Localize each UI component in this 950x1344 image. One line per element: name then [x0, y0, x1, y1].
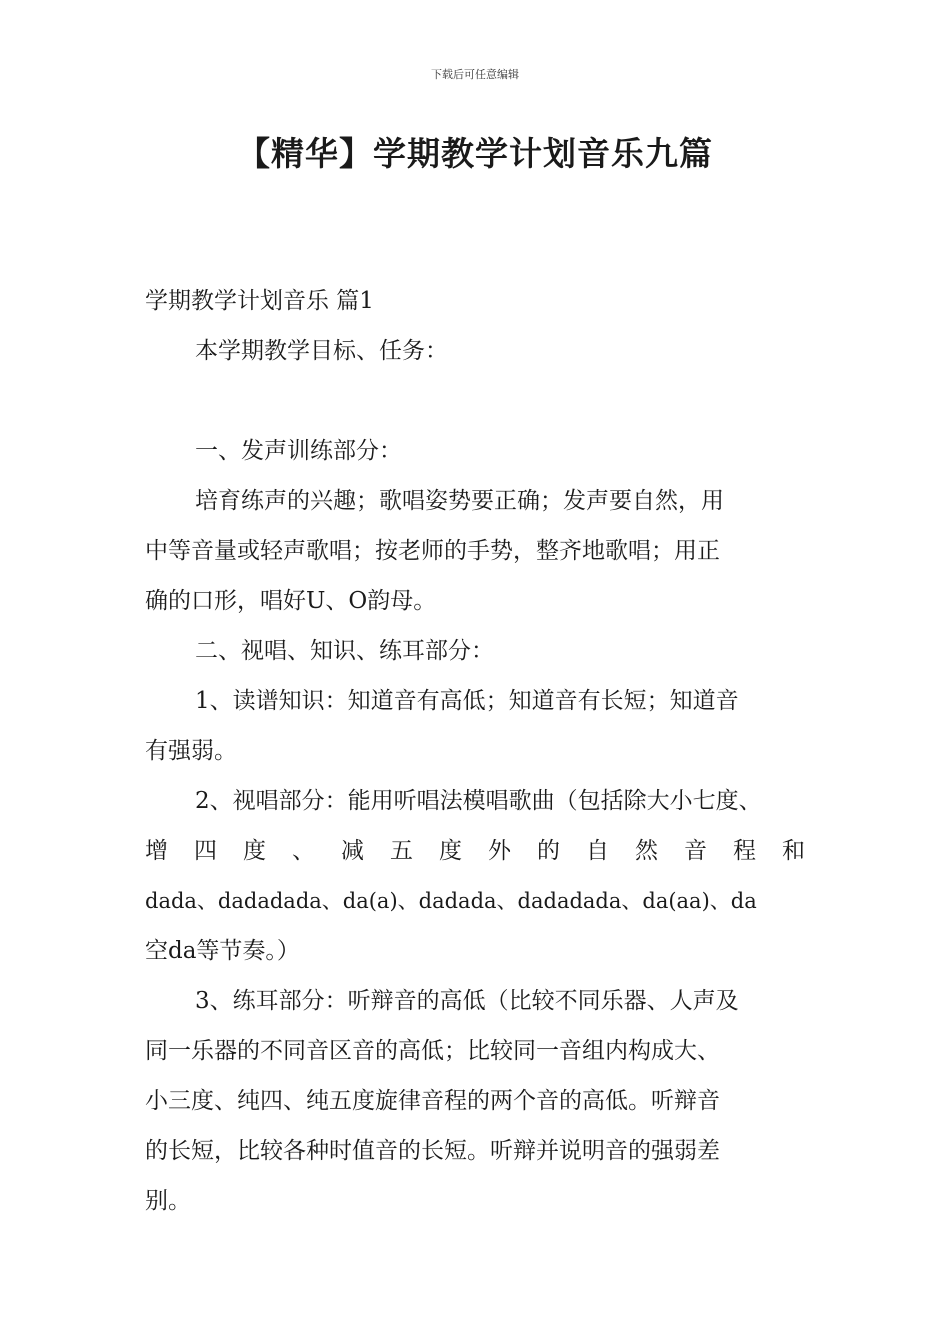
paragraph-goals: 本学期教学目标、任务： [195, 338, 448, 364]
document-body [145, 276, 805, 1226]
item3-line: 同一乐器的不同音区音的高低；比较同一音组内构成大、 [145, 1038, 720, 1064]
item1-line: 有强弱。 [145, 738, 237, 764]
document-title: 【精华】学期教学计划音乐九篇 [237, 134, 713, 173]
item2-line: dada、dadadada、da(a)、dadada、dadadada、da(aa)、da [145, 889, 757, 913]
item2-line: 2、视唱部分：能用听唱法模唱歌曲（包括除大小七度、 [195, 788, 762, 814]
item1-line: 1、读谱知识：知道音有高低；知道音有长短；知道音 [195, 688, 739, 714]
part1-body-line: 确的口形，唱好U、O韵母。 [145, 588, 437, 614]
item3-line: 3、练耳部分：听辩音的高低（比较不同乐器、人声及 [195, 988, 739, 1014]
item2-line-justified: 增四度、减五度外的自然音程和 [145, 838, 805, 864]
section-heading: 学期教学计划音乐 篇1 [145, 288, 374, 314]
part1-body-line: 培育练声的兴趣；歌唱姿势要正确；发声要自然，用 [195, 488, 724, 514]
item3-line: 别。 [145, 1188, 191, 1214]
item3-line: 的长短，比较各种时值音的长短。听辩并说明音的强弱差 [145, 1138, 720, 1164]
part1-heading: 一、发声训练部分： [195, 438, 402, 464]
item3-line: 小三度、纯四、纯五度旋律音程的两个音的高低。听辩音 [145, 1088, 720, 1114]
paragraph-spacer [145, 376, 805, 426]
part2-heading: 二、视唱、知识、练耳部分： [195, 638, 494, 664]
header-note: 下载后可任意编辑 [431, 68, 519, 81]
part1-body-line: 中等音量或轻声歌唱；按老师的手势，整齐地歌唱；用正 [145, 538, 720, 564]
item2-line: 空da等节奏。） [145, 938, 300, 964]
